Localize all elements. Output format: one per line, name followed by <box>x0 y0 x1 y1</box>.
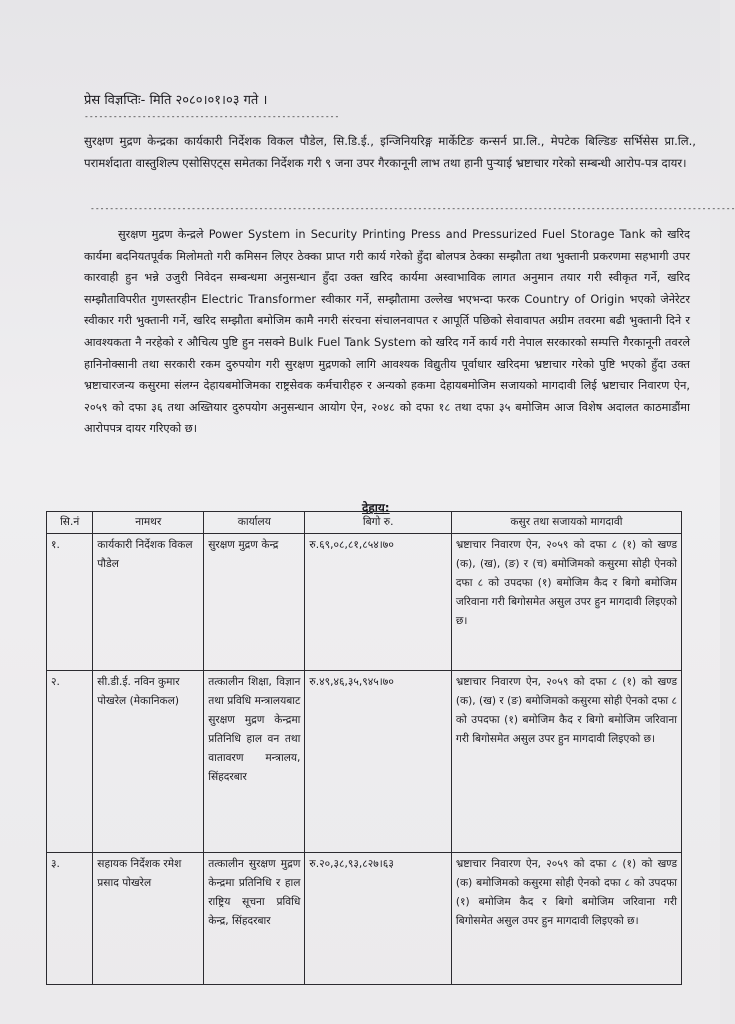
press-release-date-title: प्रेस विज्ञप्तिः- मिति २०८०।०१।०३ गते । <box>84 93 268 108</box>
cell-amount: रु.४९,४६,३५,९४५।७० <box>305 671 452 853</box>
table-header-row <box>47 512 682 534</box>
cell-office: तत्कालीन शिक्षा, विज्ञान तथा प्रविधि मन्त्रालयबाट सुरक्षण मुद्रण केन्द्रमा प्रतिनिधि हाल वन तथा वातावरण मन्त्रालय, सिंहदरबार <box>204 671 305 853</box>
schedule-label: देहाय: <box>362 501 390 515</box>
press-release-headline: सुरक्षण मुद्रण केन्द्रका कार्यकारी निर्देशक विकल पौडेल, सि.डि.ई., इन्जिनियरिङ्ग मार्केटिङ कन्सर्न प्रा.लि., मेपटेक बिल्डिङ सर्भिसेस प्रा.लि., परामर्शदाता वास्तुशिल्प एसोसिएट्स समेतका निर्देशक गरी ९ जना उपर गैरकानूनी लाभ तथा हानी पुऱ्याई भ्रष्टाचार गरेको सम्बन्धी आरोप-पत्र दायर। <box>84 134 696 170</box>
col-header-office: कार्यालय <box>204 512 305 534</box>
cell-office: सुरक्षण मुद्रण केन्द्र <box>204 534 305 671</box>
cell-name: कार्यकारी निर्देशक विकल पौडेल <box>93 534 204 671</box>
table-row <box>47 534 682 671</box>
col-header-serial: सि.नं <box>47 512 93 534</box>
cell-name: सी.डी.ई. नविन कुमार पोखरेल (मेकानिकल) <box>93 671 204 853</box>
cell-amount: रु.२०,३८,९३,८२७।६३ <box>305 853 452 985</box>
cell-serial: १. <box>47 534 93 671</box>
col-header-claim: कसुर तथा सजायको मागदावी <box>451 512 681 534</box>
cell-claim: भ्रष्टाचार निवारण ऐन, २०५९ को दफा ८ (१) को खण्ड (क), (ख) र (ङ) बमोजिमको कसुरमा सोही ऐनको दफा ८ को उपदफा (१) बमोजिम कैद र बिगो बमोजिम जरिवाना गरी बिगोसमेत असुल उपर हुन मागदावी लिइएको छ। <box>451 671 681 853</box>
col-header-name: नामथर <box>93 512 204 534</box>
table-row <box>47 853 682 985</box>
cell-office: तत्कालीन सुरक्षण मुद्रण केन्द्रमा प्रतिनिधि र हाल राष्ट्रिय सूचना प्रविधि केन्द्र, सिंहदरबार <box>204 853 305 985</box>
cell-claim: भ्रष्टाचार निवारण ऐन, २०५९ को दफा ८ (१) को खण्ड (क) बमोजिमको कसुरमा सोही ऐनको दफा ८ को उपदफा (१) बमोजिम कैद र बिगो बमोजिम जरिवाना गरी बिगोसमेत असुल उपर हुन मागदावी लिइएको छ। <box>451 853 681 985</box>
divider-short: ----------------------------------------------------- <box>84 112 340 121</box>
cell-serial: २. <box>47 671 93 853</box>
cell-claim: भ्रष्टाचार निवारण ऐन, २०५९ को दफा ८ (१) को खण्ड (क), (ख), (ङ) र (च) बमोजिमको कसुरमा सोही ऐनको दफा ८ को उपदफा (१) बमोजिम कैद र बिगो बमोजिम जरिवाना गरी बिगोसमेत असुल उपर हुन मागदावी लिइएको छ। <box>451 534 681 671</box>
cell-serial: ३. <box>47 853 93 985</box>
accused-table <box>46 511 682 985</box>
cell-amount: रु.६९,०८,८१,८५४।७० <box>305 534 452 671</box>
divider-long: -------------------------------------------------------------------------------------------------------------------------------------- <box>90 204 735 213</box>
press-release-body-text: सुरक्षण मुद्रण केन्द्रले Power System in Security Printing Press and Pressurized Fuel Storage Tank को खरिद कार्यमा बदनियतपूर्वक मिलोमतो गरी कमिसन लिएर ठेक्का प्राप्त गरी कार्य गरेको हुँदा बोलपत्र ठेक्का सम्झौता तथा भुक्तानी प्रकरणमा सहभागी उपर कारवाही हुन भन्ने उजुरी निवेदन सम्बन्धमा अनुसन्धान हुँदा उक्त खरिद कार्यमा अस्वाभाविक लागत अनुमान तयार गरी स्वीकृत गर्ने, खरिद सम्झौताविपरीत गुणस्तरहीन Electric Transformer स्वीकार गर्ने, सम्झौतामा उल्लेख भएभन्दा फरक Country of Origin भएको जेनेरेटर स्वीकार गरी भुक्तानी गर्ने, खरिद सम्झौता बमोजिम कामै नगरी संरचना संचालनवापत र आपूर्ति पछिको सेवावापत अग्रीम तवरमा बढी भुक्तानी दिने र आवश्यकता नै नरहेको र औचित्य पुष्टि हुन नसक्ने Bulk Fuel Tank System को खरिद गर्ने कार्य गरी नेपाल सरकारको सम्पत्ति गैरकानूनी तवरले हानिनोक्सानी तथा सरकारी रकम दुरुपयोग गरी सुरक्षण मुद्रणको लागि आवश्यक विद्युतीय पूर्वाधार खरिदमा भ्रष्टाचार गरेको पुष्टि भएको हुँदा उक्त भ्रष्टाचारजन्य कसुरमा संलग्न देहायबमोजिमका राष्ट्रसेवक कर्मचारीहरु र अन्यको हकमा देहायबमोजिम सजायको मागदावी लिई भ्रष्टाचार निवारण ऐन, २०५९ को दफा ३६ तथा अख्तियार दुरुपयोग अनुसन्धान आयोग ऐन, २०४८ को दफा १८ तथा दफा ३५ बमोजिम आज विशेष अदालत काठमाडौंमा आरोपपत्र दायर गरिएको छ। <box>84 228 690 436</box>
table-row <box>47 671 682 853</box>
cell-name: सहायक निर्देशक रमेश प्रसाद पोखरेल <box>93 853 204 985</box>
press-release-body <box>84 224 690 440</box>
col-header-amount: बिगो रु. <box>305 512 452 534</box>
